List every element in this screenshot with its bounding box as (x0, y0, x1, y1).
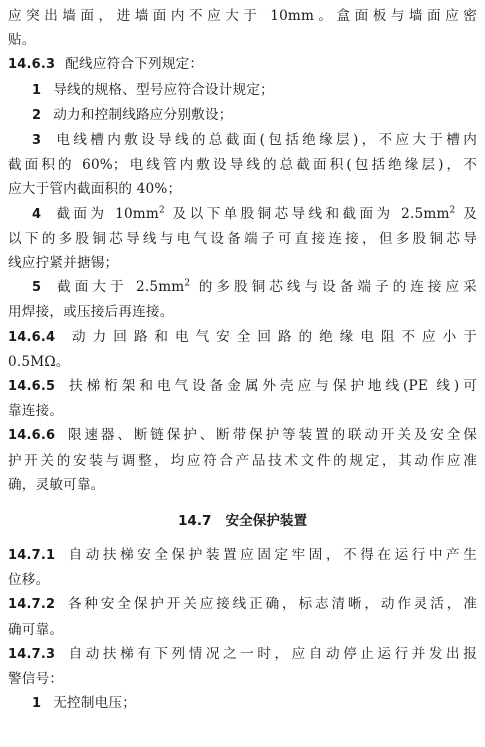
item-text: 用焊接，或压接后再连接。 (8, 304, 174, 321)
clause-text: 自动扶梯有下列情况之一时，应自动停止运行并发出报 (65, 645, 477, 662)
paragraph-text: 应突出墙面，进墙面内不应大于 10mm。盒面板与墙面应密 (8, 8, 477, 24)
section-title: 安全保护装置 (225, 513, 308, 530)
clause-text: 位移。 (8, 572, 50, 589)
text-line (8, 667, 477, 691)
clause-14-6-3 (8, 52, 477, 77)
clause-text: 护开关的安装与调整，均应符合产品技术文件的规定，其动作应准 (8, 452, 477, 469)
text-line (8, 251, 477, 275)
item-text: 线应拧紧并搪锡； (8, 255, 119, 272)
list-item (8, 128, 477, 153)
item-number: 4 (32, 206, 42, 222)
text-line (8, 350, 477, 374)
clause-14-7-1 (8, 543, 477, 568)
clause-text: 扶梯桁架和电气设备金属外壳应与保护地线(PE 线)可 (65, 378, 477, 395)
text-run: 的多股铜芯线与设备端子的连接应采 (190, 279, 477, 296)
item-text: 应大于管内截面积的 40%； (8, 181, 182, 198)
superscript: 2 (184, 278, 191, 289)
text-run: 及以下单股铜芯导线和截面为 2.5mm (164, 205, 450, 222)
clause-text: 自动扶梯安全保护装置应固定牢固，不得在运行中产生 (65, 547, 477, 564)
item-number: 2 (32, 107, 42, 123)
text-line (8, 28, 477, 52)
list-item (8, 78, 477, 103)
clause-14-6-6 (8, 423, 477, 448)
clause-number: 14.7.1 (8, 548, 56, 564)
text-line (8, 177, 477, 201)
clause-14-6-5 (8, 374, 477, 399)
item-text (53, 279, 477, 295)
text-line (8, 227, 477, 251)
clause-14-6-4 (8, 325, 477, 350)
item-text: 导线的规格、型号应符合设计规定； (53, 81, 274, 98)
item-text: 截面积的 60%；电线管内敷设导线的总截面积(包括绝缘层)，不 (8, 157, 477, 174)
clause-number: 14.6.5 (8, 379, 56, 395)
item-text: 无控制电压； (53, 695, 137, 712)
item-number: 1 (32, 696, 42, 712)
text-line (8, 4, 477, 28)
clause-text: 警信号： (8, 671, 64, 688)
item-number: 1 (32, 82, 42, 98)
clause-text: 靠连接。 (8, 403, 64, 420)
section-number: 14.7 (177, 513, 212, 530)
clause-text: 0.5MΩ。 (8, 353, 70, 370)
clause-text: 限速器、断链保护、断带保护等装置的联动开关及安全保 (65, 427, 477, 444)
list-item (8, 691, 477, 716)
text-line (8, 473, 477, 497)
paragraph-text: 贴。 (8, 32, 36, 49)
clause-text: 配线应符合下列规定： (65, 56, 204, 73)
text-line (8, 153, 477, 177)
item-text (53, 206, 477, 222)
clause-text: 确，灵敏可靠。 (8, 476, 105, 493)
text-line (8, 449, 477, 473)
clause-number: 14.6.3 (8, 57, 56, 73)
clause-number: 14.6.4 (8, 329, 56, 345)
list-item (8, 202, 477, 227)
text-line (8, 300, 477, 324)
clause-text: 各种安全保护开关应接线正确，标志清晰，动作灵活，准 (65, 596, 477, 613)
list-item (8, 275, 477, 300)
clause-text: 动力回路和电气安全回路的绝缘电阻不应小于 (65, 328, 477, 345)
item-text: 动力和控制线路应分别敷设； (53, 106, 233, 123)
section-heading-14-7 (8, 509, 477, 533)
text-line (8, 618, 477, 642)
text-run: 及 (455, 205, 477, 222)
item-number: 5 (32, 280, 42, 296)
clause-number: 14.7.2 (8, 597, 56, 613)
clause-number: 14.7.3 (8, 646, 56, 662)
item-number: 3 (32, 133, 42, 149)
clause-14-7-2 (8, 592, 477, 617)
list-item (8, 103, 477, 128)
clause-text: 确可靠。 (8, 621, 64, 638)
text-line (8, 399, 477, 423)
clause-14-7-3 (8, 642, 477, 667)
item-text: 电线槽内敷设导线的总截面(包括绝缘层)，不应大于槽内 (53, 132, 477, 149)
text-run: 截面为 10mm (53, 205, 159, 222)
superscript: 2 (158, 205, 165, 216)
text-run: 截面大于 2.5mm (53, 279, 185, 296)
superscript: 2 (449, 205, 456, 216)
item-text: 以下的多股铜芯导线与电气设备端子可直接连接，但多股铜芯导 (8, 230, 477, 247)
text-line (8, 568, 477, 592)
clause-number: 14.6.6 (8, 428, 56, 444)
